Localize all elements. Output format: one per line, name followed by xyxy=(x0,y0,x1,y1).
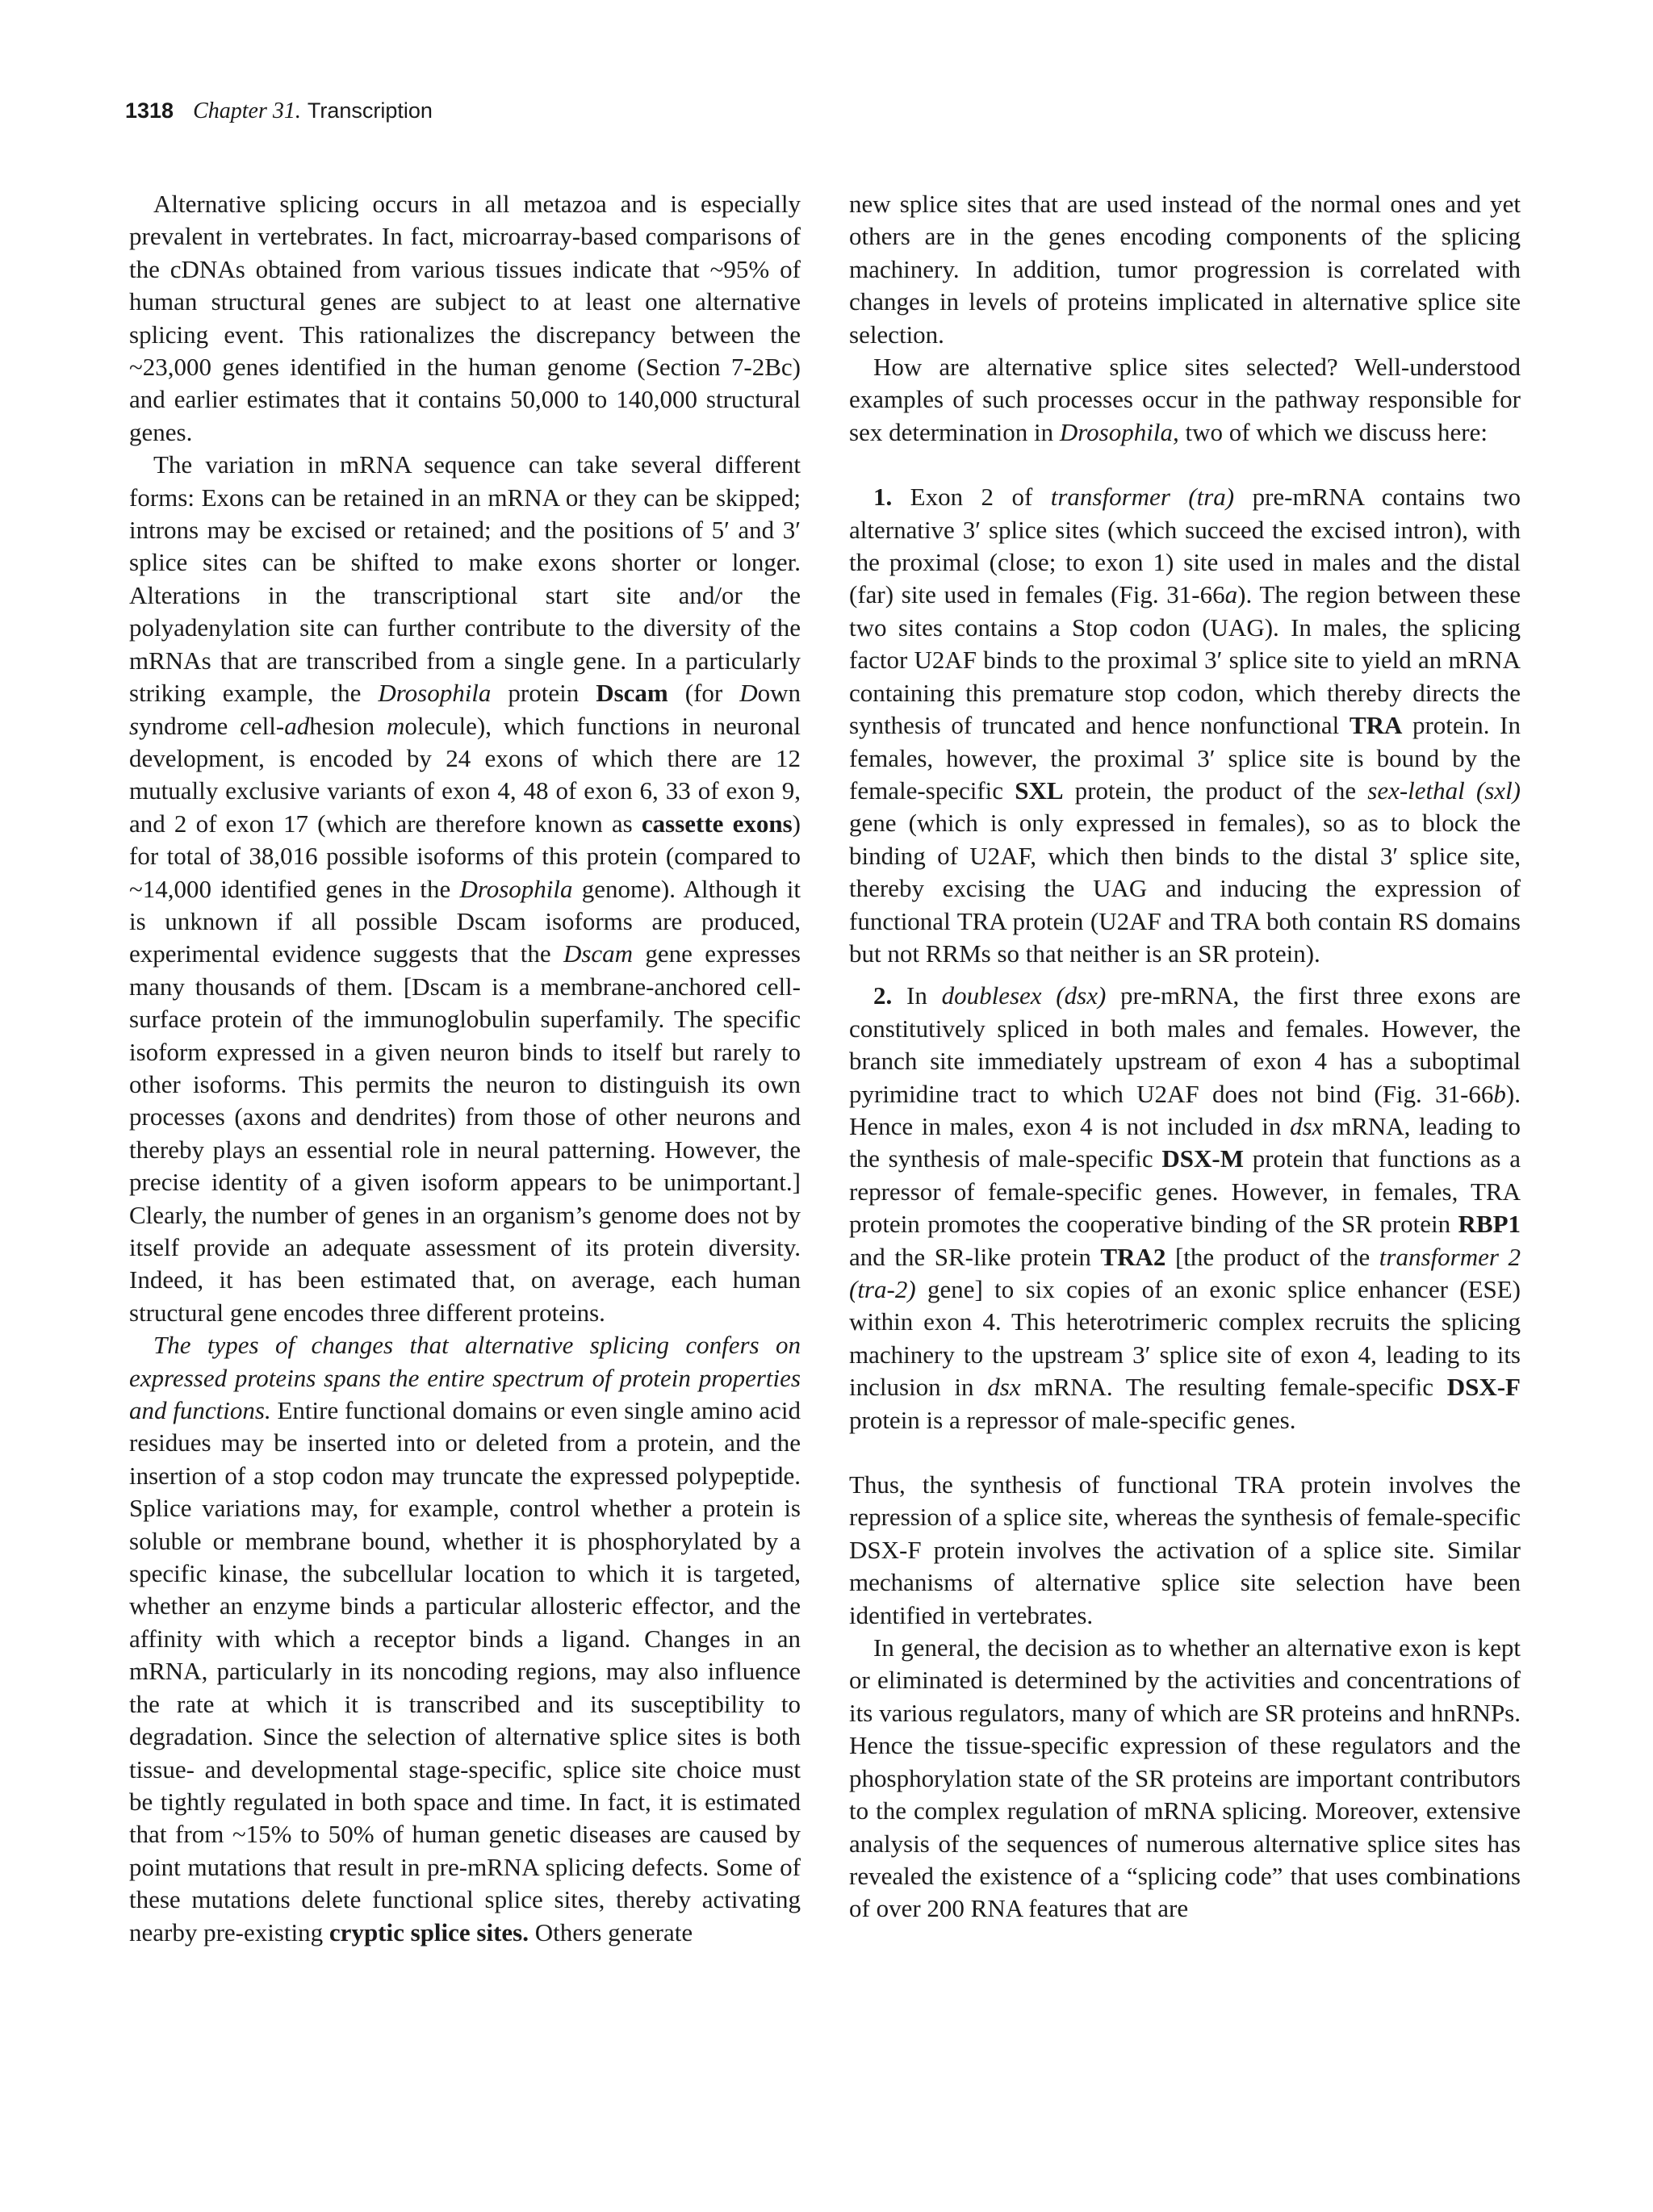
text-run: gene (which is only expressed in females), so as to block the binding of U2AF, which then binds to the distal 3′ splice site, thereby excising the UAG and inducing the expression of functional TRA protein (U2AF and TRA both contain RS domains but not RRMs so that neither is an SR protein). xyxy=(849,809,1521,968)
gene-name: dsx xyxy=(1290,1111,1324,1140)
species-name: Drosophila, xyxy=(1059,417,1179,446)
key-term-cassette-exons: cassette exons xyxy=(641,809,793,838)
paragraph-how-selected xyxy=(849,351,1521,449)
text-run: ). Hence in males, exon 4 is not included in xyxy=(849,1079,1521,1140)
key-term-dsx-f: DSX-F xyxy=(1446,1373,1521,1402)
gene-name: sex-lethal (sxl) xyxy=(1367,776,1521,805)
paragraph-thus xyxy=(849,1469,1521,1632)
key-term-cryptic-splice-sites: cryptic splice sites. xyxy=(329,1917,529,1946)
paragraph-text: new splice sites that are used instead of the normal ones and yet others are in the genes encoding components of the splicing machinery. In addition, tumor progression is correlated with changes in levels of proteins implicated in alternative splice site selection. xyxy=(849,190,1521,349)
text-run: mRNA. The resulting female-specific xyxy=(1020,1373,1447,1402)
text-run: gene] to six copies of an exonic splice enhancer (ESE) within exon 4. This heterotrimeric complex recruits the splicing machinery to the upstream 3′ splice site of exon 4, leading to its inclusion in xyxy=(849,1275,1521,1402)
text-run: protein that functions as a repressor of female-specific genes. However, in females, TRA protein promotes the cooperative binding of the SR protein xyxy=(849,1144,1521,1239)
text-run: olecule), which functions in neuronal development, is encoded by 24 exons of which there are 12 mutually exclusive variants of exon 4, 48 of exon 6, 33 of exon 9, and 2 of exon 17 (which are therefore known as xyxy=(129,711,801,838)
right-column xyxy=(849,188,1521,1926)
text-run: ) for total of 38,016 possible isoforms of this protein (compared to ~14,000 identified genes in the xyxy=(129,809,801,903)
text-run: own xyxy=(757,679,801,708)
page-number: 1318 xyxy=(125,98,174,123)
text-run: and the SR-like protein xyxy=(849,1242,1101,1271)
text-run: [the product of the xyxy=(1165,1242,1379,1271)
text-run: The variation in mRNA sequence can take several different forms: Exons can be retained in an mRNA or they can be skipped; introns may be excised or retained; and the positions of 5′ and 3′ splice sites can be shifted to make exons shorter or longer. Alterations in the transcriptional start site and/or the polyadenylation site can further contribute to the diversity of the mRNAs that are transcribed from a single gene. In a particularly striking example, the xyxy=(129,450,801,708)
text-run: genome). Although it is unknown if all possible Dscam isoforms are produced, experimental evidence suggests that the xyxy=(129,874,801,968)
key-term-dscam: Dscam xyxy=(596,679,668,708)
key-term-tra: TRA xyxy=(1349,711,1403,740)
chapter-label: Chapter 31. xyxy=(193,98,301,123)
text-run: protein. In females, however, the proximal 3′ splice site is bound by the female-specific xyxy=(849,711,1521,805)
text-run: In xyxy=(892,981,942,1010)
text-run: ). The region between these two sites contains a Stop codon (UAG). In males, the splicing factor U2AF binds to the proximal 3′ splice site to yield an mRNA containing this premature stop codon, which thereby directs the synthesis of truncated and hence nonfunctional xyxy=(849,580,1521,740)
acronym-letter: D xyxy=(739,679,758,708)
species-name: Drosophila xyxy=(459,874,573,903)
figure-panel-ref: b xyxy=(1493,1079,1506,1108)
text-run: two of which we discuss here: xyxy=(1178,417,1488,446)
text-run: yndrome xyxy=(139,711,241,740)
text-run: pre-mRNA, the first three exons are constitutively spliced in both males and females. However, the branch site immediately upstream of exon 4 has a suboptimal pyrimidine tract to which U2AF does not bind (Fig. 31-66 xyxy=(849,981,1521,1108)
acronym-letter: c xyxy=(240,711,251,740)
figure-panel-ref: a xyxy=(1224,580,1238,609)
paragraph-continuation xyxy=(849,188,1521,351)
key-term-rbp1: RBP1 xyxy=(1458,1210,1521,1239)
text-run: How are alternative splice sites selected? Well-understood examples of such processes occur in the pathway responsible for sex determination in xyxy=(849,353,1521,446)
text-run: protein xyxy=(491,679,596,708)
chapter-title: Transcription xyxy=(307,98,433,123)
list-item-1-transformer xyxy=(849,481,1521,970)
text-run: mRNA, leading to the synthesis of male-specific xyxy=(849,1111,1521,1173)
gene-name: transformer (tra) xyxy=(1050,483,1235,512)
text-run: gene expresses many thousands of them. [Dscam is a membrane-anchored cell-surface protein of the immunoglobulin superfamily. The specific isoform expressed in a given neuron binds to itself but rarely to other isoforms. This permits the neuron to distinguish its own processes (axons and dendrites) from those of other neurons and thereby plays an essential role in neural patterning. However, the precise identity of a given isoform appears to be unimportant.] Clearly, the number of genes in an organism’s genome does not by itself provide an adequate assessment of its protein diversity. Indeed, it has been estimated that, on average, each human structural gene encodes three different proteins. xyxy=(129,939,801,1327)
text-run: (for xyxy=(667,679,740,708)
text-run: pre-mRNA contains two alternative 3′ splice sites (which succeed the excised intron), with the proximal (close; to exon 1) site used in males and the distal (far) site used in females (Fig. 31-66 xyxy=(849,483,1521,609)
acronym-letter: ad xyxy=(284,711,310,740)
left-column xyxy=(129,188,801,1949)
paragraph-in-general xyxy=(849,1632,1521,1926)
list-number: 2. xyxy=(873,981,893,1010)
paragraph-text: Thus, the synthesis of functional TRA protein involves the repression of a splice site, whereas the synthesis of female-specific DSX-F protein involves the activation of a splice site. Similar mechanisms of alternative splice site selection have been identified in vertebrates. xyxy=(849,1470,1521,1629)
key-term-sxl: SXL xyxy=(1015,776,1064,805)
text-run: hesion xyxy=(309,711,387,740)
text-run: Others generate xyxy=(529,1917,693,1946)
key-term-dsx-m: DSX-M xyxy=(1161,1144,1244,1173)
text-run: protein, the product of the xyxy=(1063,776,1368,805)
acronym-letter: m xyxy=(386,711,405,740)
text-run: ell- xyxy=(250,711,285,740)
acronym-letter: s xyxy=(129,711,140,740)
list-number: 1. xyxy=(873,483,893,512)
paragraph-types-of-changes xyxy=(129,1329,801,1949)
gene-name: Dscam xyxy=(563,939,634,968)
running-header xyxy=(125,98,433,131)
paragraph-alternative-splicing xyxy=(129,188,801,449)
paragraph-text: Alternative splicing occurs in all metazoa and is especially prevalent in vertebrates. In fact, microarray-based comparisons of the cDNAs obtained from various tissues indicate that ~95% of human structural genes are subject to at least one alternative splicing event. This rationalizes the discrepancy between the ~23,000 genes identified in the human genome (Section 7-2Bc) and earlier estimates that it contains 50,000 to 140,000 structural genes. xyxy=(129,190,801,446)
key-term-tra2: TRA2 xyxy=(1100,1242,1166,1271)
text-run: Entire functional domains or even single amino acid residues may be inserted into or deleted from a protein, and the insertion of a stop codon may truncate the expressed polypeptide. Splice variations may, for example, control whether a protein is soluble or membrane bound, whether it is phosphorylated by a specific kinase, the subcellular location to which it is targeted, whether an enzyme binds a particular allosteric effector, and the affinity with which a receptor binds a ligand. Changes in an mRNA, particularly in its noncoding regions, may also influence the rate at which it is transcribed and its susceptibility to degradation. Since the selection of alternative splice sites is both tissue- and developmental stage-specific, splice site choice must be tightly regulated in both space and time. In fact, it is estimated that from ~15% to 50% of human genetic diseases are caused by point mutations that result in pre-mRNA splicing defects. Some of these mutations delete functional splice sites, thereby activating nearby pre-existing xyxy=(129,1396,801,1946)
paragraph-mrna-variation xyxy=(129,449,801,1329)
list-item-2-doublesex xyxy=(849,980,1521,1436)
text-run: Exon 2 of xyxy=(892,483,1051,512)
paragraph-text: In general, the decision as to whether an alternative exon is kept or eliminated is determined by the activities and concentrations of its various regulators, many of which are SR proteins and hnRNPs. Hence the tissue-specific expression of these regulators and the phosphorylation state of the SR proteins are important contributors to the complex regulation of mRNA splicing. Moreover, extensive analysis of the sequences of numerous alternative splice sites has revealed the existence of a “splicing code” that uses combinations of over 200 RNA features that are xyxy=(849,1633,1521,1923)
gene-name: transformer 2 (tra-2) xyxy=(849,1242,1521,1303)
italic-lead-sentence: The types of changes that alternative splicing confers on expressed proteins spans the entire spectrum of protein properties and functions. xyxy=(129,1331,801,1425)
gene-name: doublesex (dsx) xyxy=(941,981,1107,1010)
text-run: protein is a repressor of male-specific genes. xyxy=(849,1405,1296,1434)
species-name: Drosophila xyxy=(378,679,492,708)
gene-name: dsx xyxy=(987,1373,1021,1402)
